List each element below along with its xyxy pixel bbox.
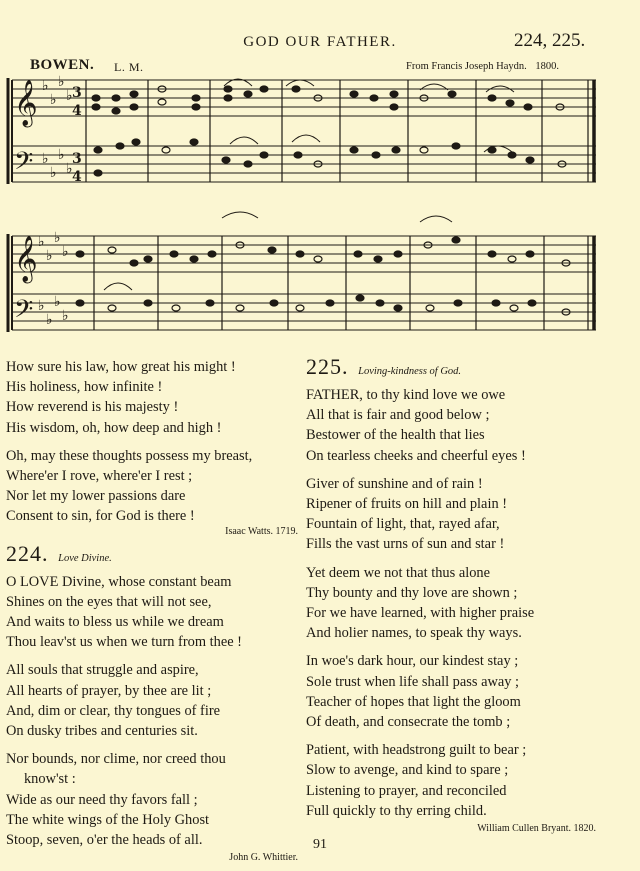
tune-meter: L. M. [114,60,144,74]
svg-text:♭: ♭ [58,147,65,163]
hymn-subtitle: Loving-kindness of God. [358,366,462,377]
tune-source-year: 1800. [535,61,559,72]
verse-line: His holiness, how infinite ! [6,379,163,396]
stanza [306,740,596,821]
hymn-heading [6,541,298,572]
verse-line: Ripener of fruits on hill and plain ! [306,496,508,513]
page-number: 91 [313,837,327,852]
stanza [6,357,298,438]
verse-line: Thy bounty and thy love are shown ; [306,584,518,601]
treble-clef-icon: 𝄞 [14,80,38,126]
verse-line: Teacher of hopes that light the gloom [306,693,521,710]
stanza [6,446,298,527]
svg-text:♭: ♭ [66,161,73,177]
verse-line: Listening to prayer, and reconciled [306,782,507,799]
left-column [6,357,298,866]
verse-line: His wisdom, oh, how deep and high ! [6,419,222,436]
bass-clef-icon: 𝄢 [14,295,34,330]
verse-line: And holier names, to speak thy ways. [306,625,522,642]
right-column [306,354,596,837]
svg-text:♭: ♭ [58,74,65,90]
stanza [6,660,298,741]
verse-line: Patient, with headstrong guilt to bear ; [306,742,527,759]
stanza [6,572,298,653]
verse-line: Slow to avenge, and kind to spare ; [306,762,509,779]
bass-staff-2 [12,294,596,330]
verse-line: On tearless cheeks and cheerful eyes ! [306,447,526,464]
svg-text:♭: ♭ [62,244,69,260]
verse-line: Oh, may these thoughts possess my breast, [6,447,253,464]
verse-line: On dusky tribes and centuries sit. [6,723,198,740]
stanza [306,563,596,644]
hymn-number: 225. [306,354,349,379]
verse-line: know'st : [6,771,76,788]
verse-line: FATHER, to thy kind love we owe [306,387,506,403]
verse-line: Thou leav'st us when we turn from thee ! [6,634,242,651]
sheet-music [0,70,640,340]
svg-text:♭: ♭ [62,308,69,324]
svg-text:♭: ♭ [38,234,45,250]
svg-text:♭: ♭ [46,248,53,264]
verse-line: Fountain of light, that, rayed afar, [306,516,500,533]
hymn-subtitle: Love Divine. [58,552,112,564]
verse-line: Where'er I rove, where'er I rest ; [6,468,193,485]
verse-line: Wide as our need thy favors fall ; [6,791,198,808]
verse-line: All hearts of prayer, by thee are lit ; [6,682,212,699]
svg-text:♭: ♭ [50,92,57,108]
verse-line: Yet deem we not that thus alone [306,564,490,581]
stanza [306,474,596,555]
verse-line: Giver of sunshine and of rain ! [306,475,483,492]
verse-line: Full quickly to thy erring child. [306,802,487,819]
page-title: GOD OUR FATHER. [243,34,397,50]
verse-line: Stoop, seven, o'er the heads of all. [6,832,203,849]
verse-line: In woe's dark hour, our kindest stay ; [306,653,519,670]
tune-name: BOWEN. [30,57,95,73]
attribution: John G. Whittier. [229,852,298,864]
verse-line: Fills the vast urns of sun and star ! [306,536,505,553]
bass-clef-icon: 𝄢 [14,147,34,182]
hymn-heading [306,354,596,385]
stanza [306,385,596,466]
svg-text:♭: ♭ [66,88,73,104]
hymn-number: 224. [6,540,49,566]
svg-text:♭: ♭ [38,298,45,314]
verse-line: Nor let my lower passions dare [6,488,186,505]
verse-line: How reverend is his majesty ! [6,399,179,416]
verse-line: And waits to bless us while we dream [6,614,224,631]
svg-text:♭: ♭ [46,312,53,328]
svg-text:♭: ♭ [54,294,61,310]
verse-line: For we have learned, with higher praise [306,605,535,622]
verse-line: Bestower of the health that lies [306,427,485,444]
verse-line: O LOVE Divine, whose constant beam [6,573,232,590]
attribution: William Cullen Bryant. 1820. [477,823,596,835]
svg-text:3: 3 [72,151,82,167]
verse-line: All that is fair and good below ; [306,407,490,424]
attribution: Isaac Watts. 1719. [225,525,298,537]
svg-text:3: 3 [72,85,82,101]
stanza [6,749,298,850]
verse-line: All souls that struggle and aspire, [6,662,199,679]
treble-clef-icon: 𝄞 [14,236,38,282]
tune-source-text: From Francis Joseph Haydn. [406,61,527,72]
stanza [306,651,596,732]
verse-line: Consent to sin, for God is there ! [6,508,195,525]
svg-text:4: 4 [72,169,82,185]
verse-line: Sole trust when life shall pass away ; [306,673,520,690]
svg-text:♭: ♭ [42,78,49,94]
verse-line: The white wings of the Holy Ghost [6,811,210,828]
svg-text:4: 4 [72,103,82,119]
svg-text:♭: ♭ [54,230,61,246]
verse-line: Nor bounds, nor clime, nor creed thou [6,751,226,768]
verse-line: Shines on the eyes that will not see, [6,593,212,610]
hymn-numbers: 224, 225. [514,30,586,51]
verse-line: And, dim or clear, thy tongues of fire [6,702,221,719]
verse-line: How sure his law, how great his might ! [6,359,236,375]
svg-text:♭: ♭ [50,165,57,181]
svg-text:♭: ♭ [42,151,49,167]
verse-line: Of death, and consecrate the tomb ; [306,714,511,731]
